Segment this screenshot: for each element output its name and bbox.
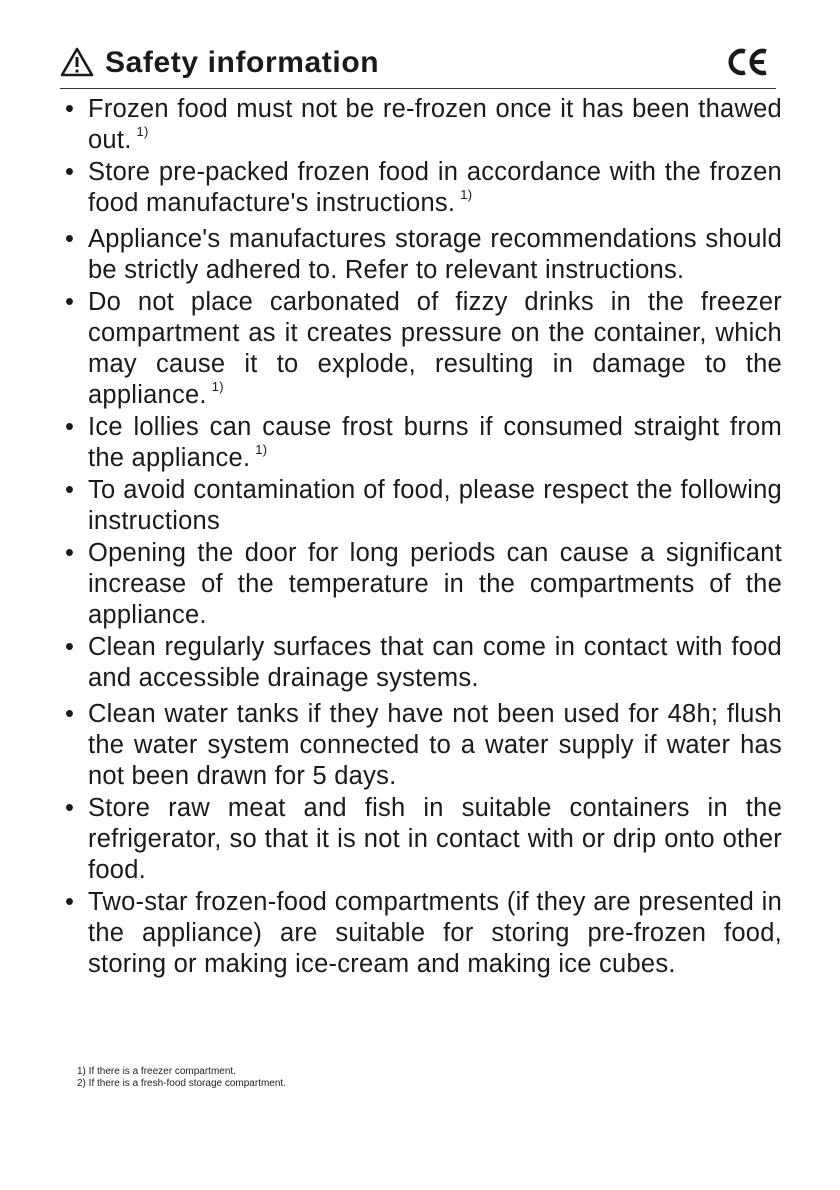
bullet: • — [65, 794, 75, 822]
bullet: • — [65, 225, 75, 253]
bullet: • — [65, 700, 75, 728]
list-item — [60, 475, 782, 537]
list-item — [60, 224, 782, 286]
item-text: Appliance's manufactures storage recommendations should be strictly adhered to. Refer to relevant instructions. — [88, 225, 782, 284]
bullet: • — [65, 633, 75, 661]
safety-list — [60, 94, 782, 981]
list-item — [60, 94, 782, 156]
page-header — [60, 40, 776, 89]
list-item — [60, 157, 782, 219]
list-item — [60, 699, 782, 792]
bullet: • — [65, 288, 75, 316]
list-item — [60, 887, 782, 980]
ce-mark-icon — [726, 46, 770, 78]
bullet: • — [65, 413, 75, 441]
list-item — [60, 412, 782, 474]
bullet: • — [65, 95, 75, 123]
list-item — [60, 632, 782, 694]
item-text: Store raw meat and fish in suitable containers in the refrigerator, so that it is not in contact with or drip onto other food. — [88, 794, 782, 884]
item-text: To avoid contamination of food, please respect the following instructions — [88, 476, 782, 535]
list-item — [60, 538, 782, 631]
item-text: Do not place carbonated of fizzy drinks in the freezer compartment as it creates pressure on the container, which may cause it to explode, resulting in damage to the appliance. — [88, 288, 782, 409]
item-text: Ice lollies can cause frost burns if consumed straight from the appliance. — [88, 413, 782, 472]
item-text: Clean regularly surfaces that can come in contact with food and accessible drainage systems. — [88, 633, 782, 692]
warning-triangle-icon — [60, 47, 94, 77]
page-title: Safety information — [105, 46, 380, 79]
list-item — [60, 287, 782, 411]
footnote-ref: 1) — [460, 187, 473, 202]
bullet: • — [65, 158, 75, 186]
item-text: Two-star frozen-food compartments (if they are presented in the appliance) are suitable for storing pre-frozen food, storing or making ice-cream and making ice cubes. — [88, 888, 782, 978]
bullet: • — [65, 888, 75, 916]
footnotes — [77, 1066, 286, 1090]
list-item — [60, 793, 782, 886]
item-text: Clean water tanks if they have not been used for 48h; flush the water system connected to a water supply if water has not been drawn for 5 days. — [88, 700, 782, 790]
item-text: Opening the door for long periods can cause a significant increase of the temperature in the compartments of the appliance. — [88, 539, 782, 629]
footnote-1: 1) If there is a freezer compartment. — [77, 1066, 236, 1077]
item-text: Store pre-packed frozen food in accordance with the frozen food manufacture's instructions. — [88, 158, 782, 217]
item-text: Frozen food must not be re-frozen once it has been thawed out. — [88, 95, 782, 154]
footnote-2: 2) If there is a fresh-food storage compartment. — [77, 1078, 286, 1089]
bullet: • — [65, 539, 75, 567]
bullet: • — [65, 476, 75, 504]
footnote-ref: 1) — [211, 379, 224, 394]
footnote-ref: 1) — [255, 442, 268, 457]
footnote-ref: 1) — [136, 124, 149, 139]
